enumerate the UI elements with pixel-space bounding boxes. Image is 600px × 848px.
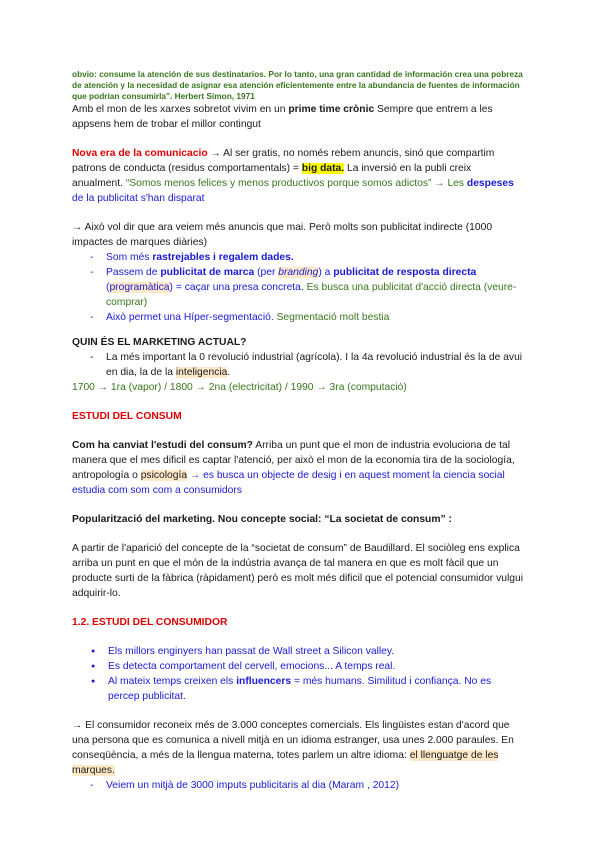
- list-item-text: Som més: [106, 252, 153, 263]
- rastrejables-term: rastrejables i regalem dades.: [152, 252, 294, 263]
- influencers-term: influencers: [236, 676, 292, 687]
- revolution-timeline: 1700 → 1ra (vapor) / 1800 → 2na (electricitat) / 1990 → 3ra (computació): [72, 382, 407, 393]
- list-item-text: Passem de: [106, 267, 161, 278]
- list-item: [72, 350, 524, 380]
- simon-quote: obvio: consume la atención de sus destinatarios. Por lo tanto, una gran cantidad de información crea una pobreza de atención y la necesidad de asignar esa atención eficientemente entre la abundancia de fuentes de información que podrían consumirla". Herbert Simon, 1971: [72, 69, 523, 101]
- conceptes-text: → El consumidor reconeix més de 3.000 conceptes comercials. Els lingüistes estan d'acord que una persona que es comunica a nivell mitjà en un idioma estranger, usa unes 2.000 paraules. En conseqüència, a més de la llengua materna, totes parlem un altre idioma:: [72, 720, 514, 761]
- nova-era-text-2: La inversió en la publi creix anualment.: [72, 163, 472, 189]
- list-item-text: Al mateix temps creixen els: [108, 676, 237, 687]
- segmentacio-text: Segmentació molt bestia: [276, 312, 390, 323]
- adictos-quote: “Somos menos felices y menos productivos porque somos adictos” → Les: [125, 178, 467, 189]
- llenguatge-marques-term: el llenguatge de les marques.: [72, 750, 499, 776]
- list-item-text: (per: [254, 267, 279, 278]
- quin-es-list: [72, 350, 524, 380]
- list-item-text: = més humans. Similitud i confiança. No es percep publicitat.: [108, 676, 492, 702]
- list-item: [72, 265, 524, 310]
- estudi-consumidor-heading: 1.2. ESTUDI DEL CONSUMIDOR: [72, 617, 228, 628]
- psicologia-term: psicología: [140, 470, 188, 481]
- list-item-text: .: [227, 367, 231, 378]
- list-item-text: ) a: [318, 267, 334, 278]
- list-item-text: ) = caçar una presa concreta.: [169, 282, 307, 293]
- resposta-directa-term: publicitat de resposta directa: [333, 267, 477, 278]
- intro-text-a: Amb el mon de les xarxes sobretot vivim en un: [72, 104, 289, 115]
- despeses-text: de la publicitat s'han disparat: [72, 193, 205, 204]
- nova-era-paragraph: [72, 146, 524, 206]
- conceptes-paragraph: [72, 718, 524, 778]
- list-item: [72, 310, 524, 325]
- programatica-term: programàtica: [109, 282, 170, 293]
- list-item: [72, 250, 524, 265]
- estudi-text-2: → es busca un objecte de desig i en aquest moment la ciencia social estudia com som com a consumidors: [72, 470, 505, 496]
- publicitat-marca-term: publicitat de marca: [160, 267, 255, 278]
- inteligencia-term: inteligencia: [175, 367, 228, 378]
- list-item-text: La més important la 0 revolució industrial (agrícola). I la 4a revolució industrial és la de avui en dia, la de la: [106, 352, 523, 378]
- nova-era-text-1: → Al ser gratis, no només rebem anuncis, sinó que compartim patrons de conducta (residus comportamentals) =: [72, 148, 495, 174]
- list-item-text: Això permet una Híper-segmentació.: [106, 312, 277, 323]
- despeses-term: despeses: [466, 178, 514, 189]
- more-ads-list: [72, 250, 524, 325]
- list-item-text: (: [106, 282, 110, 293]
- quin-es-heading: QUIN ÉS EL MARKETING ACTUAL?: [72, 337, 247, 348]
- prime-time-term: prime time crònic: [288, 104, 375, 115]
- accio-directa-text: Es busca una publicitat d'acció directa (veure-comprar): [106, 282, 517, 308]
- document-content: [72, 69, 524, 793]
- consumidor-bullets: [72, 644, 524, 704]
- popularitzacio-heading: Popularització del marketing. Nou concepte social: “La societat de consum” :: [72, 514, 452, 525]
- estudi-question: Com ha canviat l'estudi del consum?: [72, 440, 253, 451]
- big-data-term: big data.: [301, 163, 345, 174]
- estudi-text-1: Arriba un punt que el mon de industria evoluciona de tal manera que el mes dificil es captar l'atenció, per això el mon de la economia tira de la sociología, antropología o: [72, 440, 515, 481]
- list-item: ● Es detecta comportament del cervell, emocions... A temps real.: [72, 659, 524, 674]
- imputs-list: [72, 778, 524, 793]
- list-item: ● Els millors enginyers han passat de Wall street a Silicon valley.: [72, 644, 524, 659]
- list-item: [72, 674, 524, 704]
- nova-era-title: Nova era de la comunicacio: [72, 148, 208, 159]
- intro-text-c: Sempre que entrem a les appsens hem de trobar el millor contingut: [72, 104, 493, 130]
- more-ads-paragraph: → Això vol dir que ara veiem més anuncis que mai. Però molts son publicitat indirecte (1000 impactes de marques diàries): [72, 222, 493, 248]
- intro-paragraph: [72, 102, 524, 132]
- branding-term: branding: [278, 267, 319, 278]
- list-item: - Veiem un mitjà de 3000 imputs publicitaris al dia (Maram , 2012): [72, 778, 524, 793]
- estudi-consum-heading: ESTUDI DEL CONSUM: [72, 411, 182, 422]
- popularitzacio-paragraph: A partir de l'aparició del concepte de la “societat de consum” de Baudillard. El sociòleg ens explica arriba un punt en que el món de la indústria avança de tal manera en que es molt fàcil que un producte surti de la fàbrica (ràpidament) però es molt més dificil que el potencial consumidor vulgui adquirir-lo.: [72, 543, 523, 599]
- estudi-consum-paragraph: [72, 438, 524, 498]
